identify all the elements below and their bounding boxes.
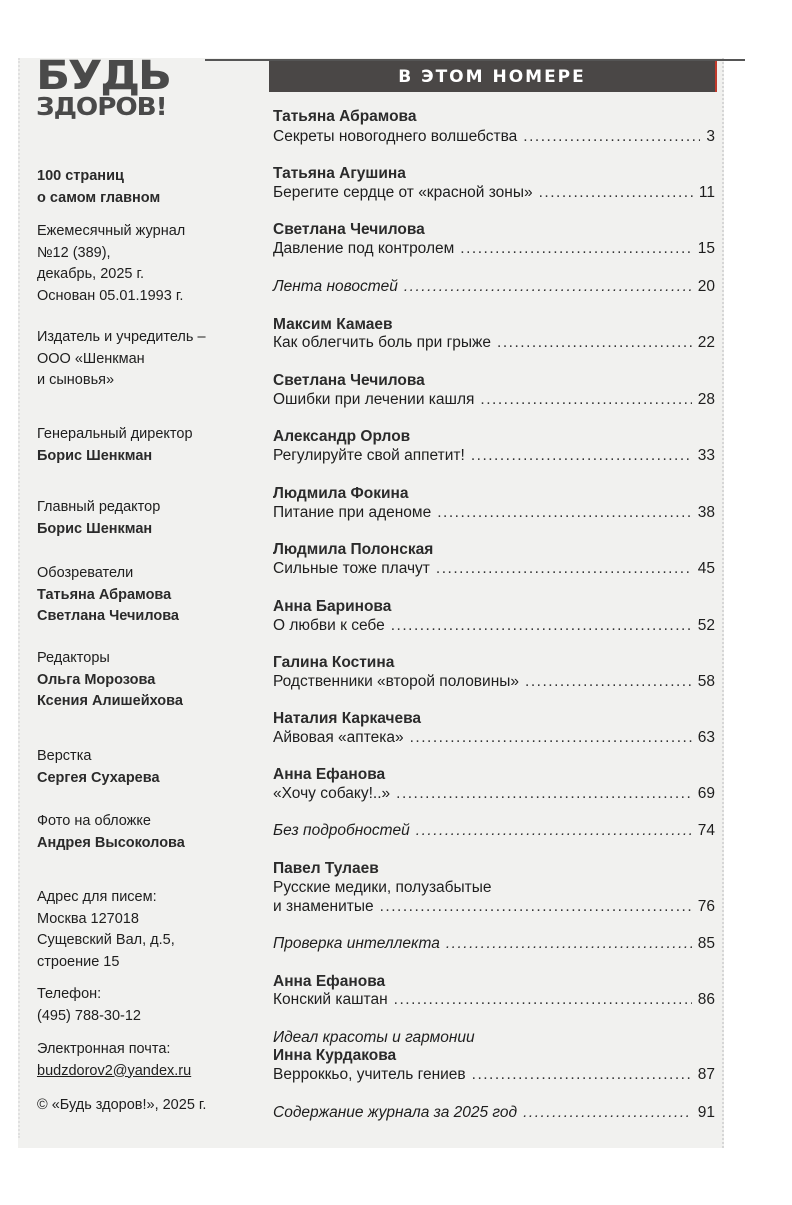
- toc-section-title: Идеал красоты и гармонии: [273, 1029, 475, 1046]
- role-label: Редакторы: [37, 650, 110, 666]
- logo-line-2: ЗДОРОВ!: [36, 92, 167, 121]
- toc-entry[interactable]: [273, 617, 715, 637]
- cover-photo-credit: [37, 811, 262, 854]
- email-label: Электронная почта:: [37, 1041, 171, 1057]
- page-edge-left: [18, 58, 23, 1138]
- leader-dots: [480, 391, 691, 409]
- toc-author: Татьяна Агушина: [273, 165, 406, 182]
- toc-entry[interactable]: [273, 673, 715, 693]
- leader-dots: [446, 935, 692, 953]
- role-label: Фото на обложке: [37, 813, 151, 829]
- toc-title: Проверка интеллекта: [273, 935, 440, 952]
- toc-entry[interactable]: [273, 447, 715, 467]
- columnists: [37, 563, 262, 628]
- toc-page: 11: [698, 184, 715, 201]
- toc-page: 76: [697, 898, 715, 915]
- issue-info-line: Ежемесячный журнал: [37, 223, 186, 239]
- section-header: [269, 61, 717, 92]
- toc-page: 87: [697, 1066, 715, 1083]
- toc-entry[interactable]: [273, 240, 715, 260]
- toc-entry[interactable]: [273, 785, 715, 805]
- layout-credit: [37, 746, 262, 789]
- person-name: Ксения Алишейхова: [37, 693, 183, 709]
- copyright-text: © «Будь здоров!», 2025 г.: [37, 1097, 207, 1113]
- editor-in-chief: [37, 497, 262, 540]
- toc-author: Людмила Фокина: [273, 485, 409, 502]
- toc-page: 33: [697, 447, 715, 464]
- toc-page: 3: [706, 128, 715, 145]
- leader-dots: [396, 785, 692, 803]
- logo-line-1: БУДЬ: [36, 53, 170, 99]
- leader-dots: [497, 334, 692, 352]
- toc-author: Наталия Каркачева: [273, 710, 422, 727]
- toc-title-line: Русские медики, полузабытые: [273, 879, 492, 896]
- role-label: Главный редактор: [37, 499, 161, 515]
- toc-page: 28: [697, 391, 715, 408]
- leader-dots: [404, 278, 692, 296]
- person-name: Борис Шенкман: [37, 447, 153, 464]
- publisher: [37, 327, 262, 392]
- page-edge-right: [722, 58, 727, 1148]
- toc-author: Александр Орлов: [273, 428, 411, 445]
- role-label: Обозреватели: [37, 565, 134, 581]
- toc-title: Берегите сердце от «красной зоны»: [273, 184, 533, 201]
- person-name: Ольга Морозова: [37, 671, 156, 688]
- toc-entry[interactable]: [273, 560, 715, 580]
- toc-author: Анна Ефанова: [273, 973, 386, 990]
- person-name: Татьяна Абрамова: [37, 586, 172, 603]
- person-name: Светлана Чечилова: [37, 608, 179, 624]
- toc-author: Светлана Чечилова: [273, 372, 425, 389]
- address-line: Сущевский Вал, д.5,: [37, 932, 175, 948]
- toc-entry[interactable]: [273, 334, 715, 354]
- toc-title: Секреты новогоднего волшебства: [273, 128, 518, 145]
- section-header-title: В ЭТОМ НОМЕРЕ: [398, 66, 586, 87]
- toc-page: 85: [697, 935, 715, 952]
- toc-author: Максим Камаев: [273, 316, 393, 333]
- mailing-address: [37, 887, 262, 973]
- leader-dots: [525, 673, 692, 691]
- toc-page: 22: [697, 334, 715, 351]
- toc-page: 63: [697, 729, 715, 746]
- toc-page: 74: [697, 822, 715, 839]
- toc-page: 58: [697, 673, 715, 690]
- toc-page: 20: [697, 278, 715, 295]
- toc-author: Светлана Чечилова: [273, 221, 425, 238]
- leader-dots: [380, 898, 692, 916]
- editors: [37, 648, 262, 713]
- toc-entry[interactable]: [273, 128, 715, 148]
- toc-title: Ошибки при лечении кашля: [273, 391, 475, 408]
- toc-page: 38: [697, 504, 715, 521]
- general-director: [37, 424, 262, 467]
- toc-entry[interactable]: [273, 822, 715, 842]
- toc-entry[interactable]: [273, 278, 715, 298]
- toc-entry[interactable]: [273, 391, 715, 411]
- role-label: Генеральный директор: [37, 426, 193, 442]
- publisher-line: и сыновья»: [37, 372, 115, 388]
- person-name: Борис Шенкман: [37, 520, 153, 537]
- tagline: [37, 166, 262, 209]
- leader-dots: [391, 617, 692, 635]
- email: [37, 1039, 262, 1082]
- issue-info-line: Основан 05.01.1993 г.: [37, 287, 184, 304]
- toc-page: 52: [697, 617, 715, 634]
- leader-dots: [394, 991, 692, 1009]
- toc-author: Галина Костина: [273, 654, 395, 671]
- leader-dots: [472, 1066, 692, 1084]
- leader-dots: [460, 240, 691, 258]
- address-line: Москва 127018: [37, 910, 139, 927]
- toc-entry[interactable]: [273, 935, 715, 955]
- magazine-logo: [36, 53, 186, 121]
- toc-entry[interactable]: [273, 184, 715, 204]
- toc-entry[interactable]: [273, 991, 715, 1011]
- copyright: [37, 1095, 262, 1117]
- phone-number: (495) 788-30-12: [37, 1007, 141, 1024]
- issue-info: [37, 221, 262, 307]
- tagline-line: о самом главном: [37, 189, 161, 206]
- toc-title: и знаменитые: [273, 898, 374, 915]
- leader-dots: [539, 184, 693, 202]
- toc-title: Давление под контролем: [273, 240, 455, 257]
- toc-title: Айвовая «аптека»: [273, 729, 404, 746]
- toc-title: О любви к себе: [273, 617, 385, 634]
- toc-entry[interactable]: [273, 504, 715, 524]
- issue-info-line: декабрь, 2025 г.: [37, 266, 145, 282]
- toc-author: Инна Курдакова: [273, 1047, 397, 1064]
- email-link[interactable]: budzdorov2@yandex.ru: [37, 1062, 192, 1079]
- leader-dots: [523, 1104, 692, 1122]
- toc-author: Павел Тулаев: [273, 860, 379, 877]
- toc-title: Содержание журнала за 2025 год: [273, 1104, 518, 1121]
- toc-title: Без подробностей: [273, 822, 410, 839]
- toc-page: 86: [697, 991, 715, 1008]
- issue-info-line: №12 (389),: [37, 244, 111, 261]
- phone: [37, 984, 262, 1027]
- toc-page: 69: [697, 785, 715, 802]
- tagline-line: 100 страниц: [37, 168, 124, 184]
- publisher-line: Издатель и учредитель –: [37, 329, 206, 345]
- toc-title: «Хочу собаку!..»: [273, 785, 391, 802]
- toc-page: 45: [697, 560, 715, 577]
- address-line: строение 15: [37, 953, 120, 970]
- toc-title: Как облегчить боль при грыже: [273, 334, 492, 351]
- toc-page: 91: [697, 1104, 715, 1121]
- publisher-line: ООО «Шенкман: [37, 350, 145, 367]
- person-name: Сергея Сухарева: [37, 769, 160, 786]
- toc-author: Анна Ефанова: [273, 766, 386, 783]
- toc-entry[interactable]: [273, 729, 715, 749]
- leader-dots: [471, 447, 692, 465]
- leader-dots: [437, 504, 692, 522]
- leader-dots: [416, 822, 692, 840]
- role-label: Верстка: [37, 748, 92, 764]
- person-name: Андрея Высоколова: [37, 834, 185, 851]
- leader-dots: [523, 128, 700, 146]
- toc-title: Питание при аденоме: [273, 504, 432, 521]
- toc-author: Анна Баринова: [273, 598, 392, 615]
- toc-author: Татьяна Абрамова: [273, 108, 417, 125]
- toc-title: Родственники «второй половины»: [273, 673, 520, 690]
- toc-title: Верроккьо, учитель гениев: [273, 1066, 466, 1083]
- toc-entry[interactable]: [273, 1066, 715, 1086]
- toc-title: Конский каштан: [273, 991, 388, 1008]
- toc-title: Регулируйте свой аппетит!: [273, 447, 465, 464]
- toc-page: 15: [697, 240, 715, 257]
- address-line: Адрес для писем:: [37, 889, 157, 905]
- leader-dots: [436, 560, 692, 578]
- toc-title: Лента новостей: [273, 278, 398, 295]
- leader-dots: [410, 729, 692, 747]
- toc-entry[interactable]: [273, 898, 715, 918]
- phone-label: Телефон:: [37, 986, 102, 1002]
- toc-author: Людмила Полонская: [273, 541, 434, 558]
- toc-entry[interactable]: [273, 1104, 715, 1124]
- toc-title: Сильные тоже плачут: [273, 560, 430, 577]
